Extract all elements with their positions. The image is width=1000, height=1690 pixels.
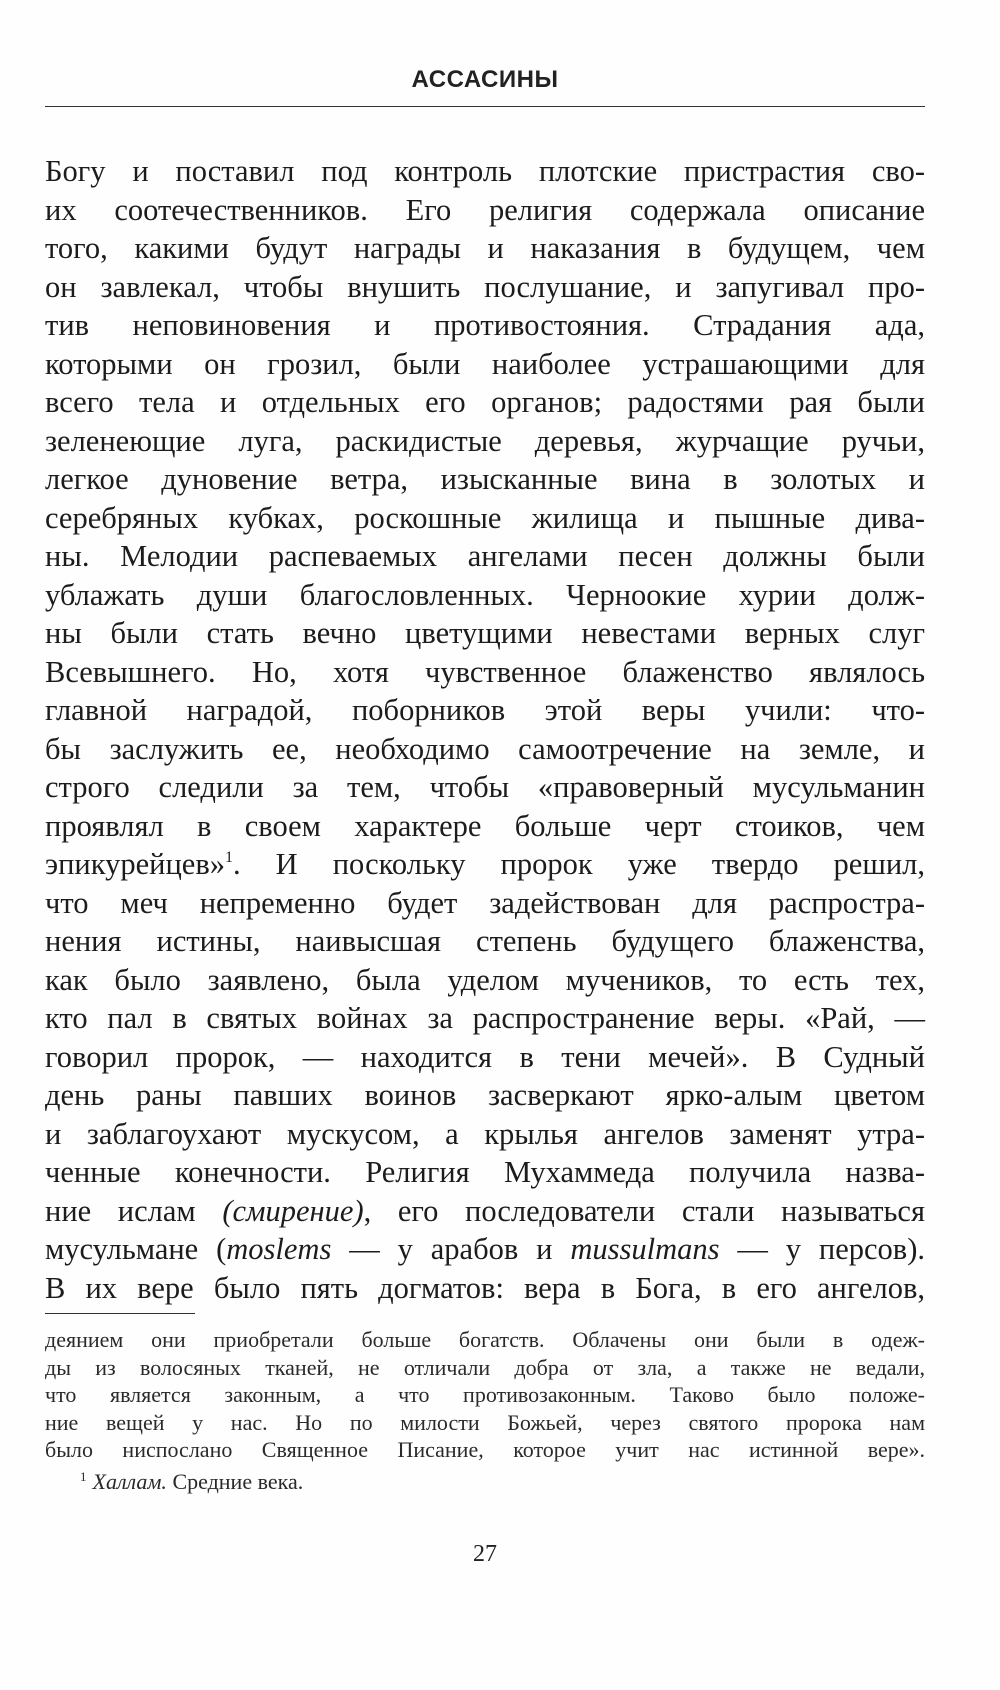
text-line: их соотечественников. Его религия содержала описание [45,192,925,227]
text-line [45,1230,925,1269]
text-line: Всевышнего. Но, хотя чувственное блаженство являлось [45,654,925,689]
text-fragment: ние ислам [45,1193,223,1228]
footnote-title: Средние века. [166,1469,304,1494]
text-line: строго следили за тем, чтобы «правоверный мусульманин [45,770,925,804]
text-fragment: — у арабов и [331,1232,571,1266]
text-line: легкое дуновение ветра, изысканные вина в золотых и [45,462,925,496]
text-line: день раны павших воинов засверкают ярко-алым цветом [45,1078,925,1112]
running-head: АССАСИНЫ [411,66,559,93]
text-line [45,1192,925,1231]
footnote-line: было ниспослано Священное Писание, которое учит нас истинной вере». [45,1437,925,1462]
text-line: ны были стать вечно цветущими невестами верных слуг [45,616,925,650]
main-text [45,152,925,1307]
footnote-continuation [45,1326,925,1464]
footnote-line: деянием они приобретали больше богатств. Облачены они были в одеж- [45,1327,925,1352]
text-line: ны. Мелодии распеваемых ангелами песен должны были [45,539,925,573]
italic-term: moslems [226,1232,332,1266]
header-rule [45,106,925,107]
text-line: которыми он грозил, были наиболее устрашающими для [45,346,925,381]
text-line: главной наградой, поборников этой веры учили: что- [45,693,925,727]
text-line: нения истины, наивысшая степень будущего блаженства, [45,924,925,958]
text-line-with-footnote-ref [45,845,925,884]
italic-term: (смирение) [222,1193,364,1228]
page-number: 27 [473,1541,497,1567]
text-line: серебряных кубках, роскошные жилища и пышные дива- [45,500,925,535]
text-line: как было заявлено, была уделом мучеников, то есть тех, [45,962,925,997]
text-line: и заблагоухают мускусом, а крылья ангелов заменят утра- [45,1116,925,1151]
text-line: В их вере было пять догматов: вера в Бога, в его ангелов, [45,1270,925,1305]
footnote-line: ды из волосяных тканей, не отличали добра от зла, а также не ведали, [45,1354,925,1380]
text-line: кто пал в святых войнах за распространение веры. «Рай, — [45,1001,925,1035]
text-fragment: — у персов). [719,1232,925,1266]
footnote-ref-marker: 1 [225,849,233,866]
footnote-marker: 1 [80,1469,87,1484]
text-fragment: эпикурейцев» [45,847,225,881]
text-fragment: . И поскольку пророк уже твердо решил, [233,847,925,881]
text-line: говорил пророк, — находится в тени мечей». В Судный [45,1039,925,1074]
text-line: Богу и поставил под контроль плотские пристрастия сво- [45,154,925,188]
text-line: ченные конечности. Религия Мухаммеда получила назва- [45,1155,925,1189]
text-fragment: , его последователи стали называться [363,1193,925,1228]
footnote-line: ние вещей у нас. Но по милости Божьей, через святого пророка нам [45,1409,925,1435]
text-line: что меч непременно будет задействован для распростра- [45,885,925,920]
text-line: проявлял в своем характере больше черт стоиков, чем [45,808,925,843]
text-line: того, какими будут награды и наказания в будущем, чем [45,231,925,265]
text-fragment: мусульмане ( [45,1232,227,1266]
text-line: ублажать души благословленных. Черноокие хурии долж- [45,577,925,612]
text-line: зеленеющие луга, раскидистые деревья, журчащие ручьи, [45,423,925,458]
italic-term: mussulmans [570,1232,720,1266]
footnote-author: Халлам. [92,1469,167,1494]
text-line: тив неповиновения и противостояния. Страдания ада, [45,308,925,342]
footnote-line: что является законным, а что противозаконным. Таково было положе- [45,1382,925,1407]
footnote-rule [45,1313,195,1314]
text-line: бы заслужить ее, необходимо самоотречение на земле, и [45,731,925,766]
text-line: он завлекал, чтобы внушить послушание, и запугивал про- [45,269,925,304]
footnote-1 [80,1463,303,1496]
text-line: всего тела и отдельных его органов; радостями рая были [45,385,925,419]
